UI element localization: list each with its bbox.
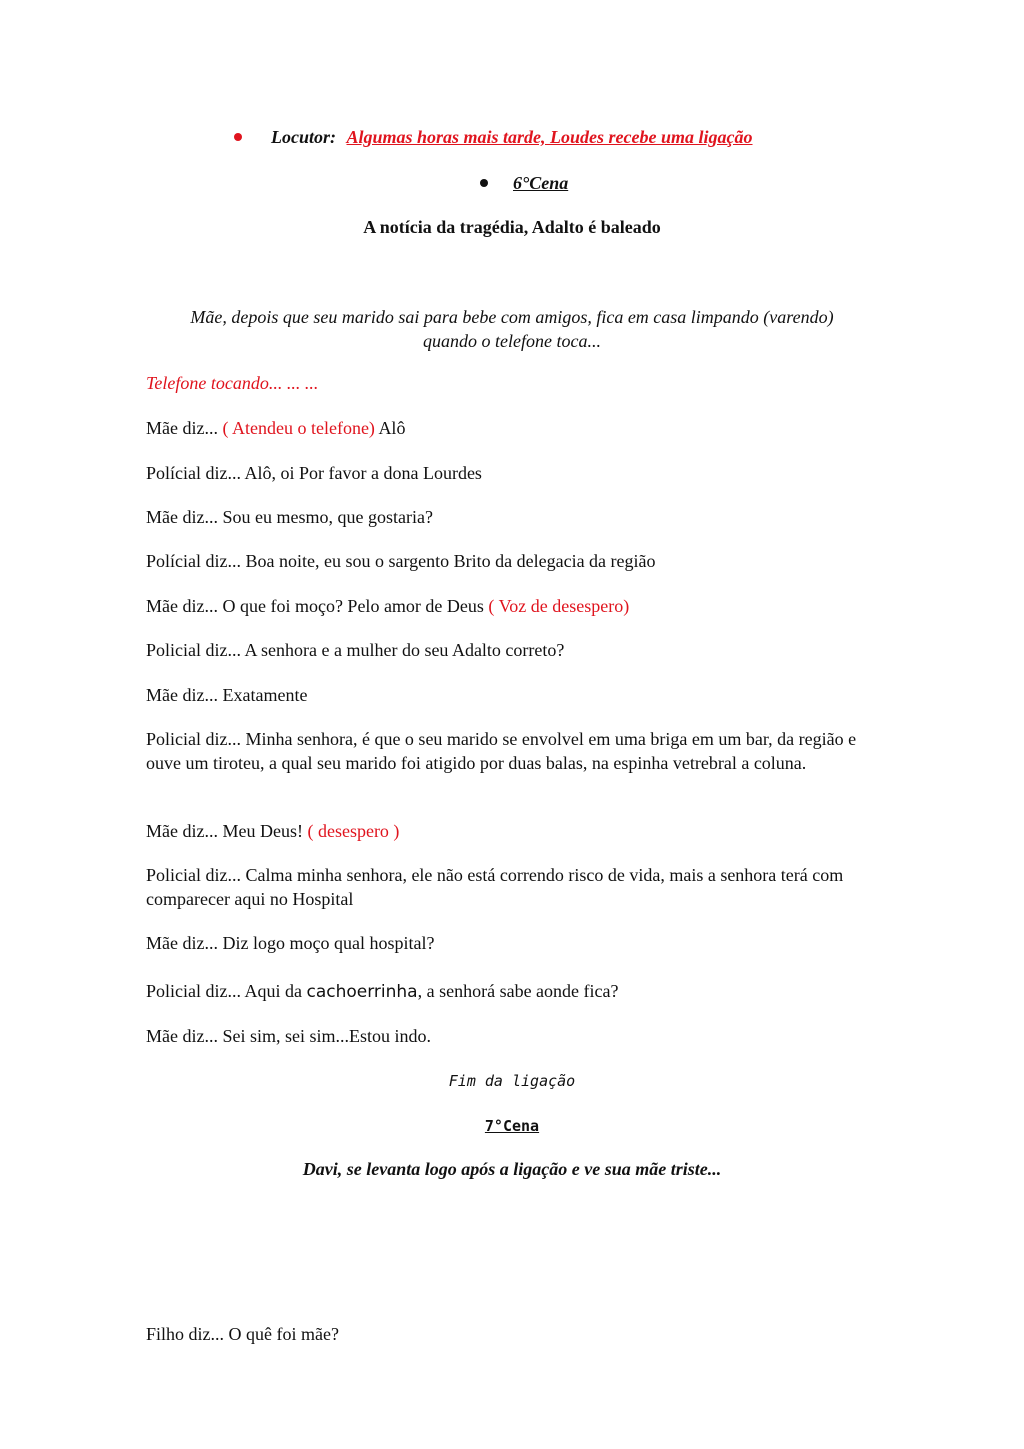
- scene6-subtitle: A notícia da tragédia, Adalto é baleado: [363, 217, 661, 237]
- phone-ringing: Telefone tocando... ... ...: [146, 373, 319, 393]
- dialogue-line-13: Mãe diz... Sei sim, sei sim...Estou indo.: [146, 1026, 431, 1046]
- bullet-icon: [480, 179, 488, 187]
- scene7-title: 7°Cena: [484, 1117, 540, 1135]
- son-line: Filho diz... O quê foi mãe?: [146, 1324, 339, 1344]
- dialogue-line-9: [146, 819, 399, 843]
- action-note: ( desespero ): [307, 821, 400, 841]
- speech: Alô: [378, 418, 406, 438]
- dialogue-line-1: [146, 416, 405, 440]
- dialogue-line-12: [146, 979, 619, 1004]
- stage-direction: Mãe, depois que seu marido sai para bebe com amigos, fica em casa limpando (varendo) quando o telefone toca...: [190, 307, 834, 351]
- speech: Mãe diz... Meu Deus!: [146, 821, 303, 841]
- bullet-icon: [234, 133, 242, 141]
- action-note: ( Atendeu o telefone): [222, 418, 375, 438]
- dialogue-line-6: Policial diz... A senhora e a mulher do seu Adalto correto?: [146, 640, 565, 660]
- narrator-label: Locutor:: [271, 127, 336, 147]
- speech-rest: , a senhorá sabe aonde fica?: [417, 981, 619, 1001]
- place-name: cachoerrinha: [306, 982, 418, 1002]
- speech: Mãe diz... O que foi moço? Pelo amor de Deus: [146, 596, 484, 616]
- dialogue-line-2: Polícial diz... Alô, oi Por favor a dona Lourdes: [146, 463, 482, 483]
- dialogue-line-5: [146, 594, 629, 618]
- speech: Policial diz... Aqui da: [146, 981, 302, 1001]
- speaker: Mãe diz...: [146, 418, 218, 438]
- scene6-title-line: [480, 171, 568, 195]
- dialogue-line-8: Policial diz... Minha senhora, é que o seu marido se envolvel em uma briga em um bar, da região e ouve um tiroteu, a qual seu marido foi atigido por duas balas, na espinha vetrebral a coluna.: [146, 729, 857, 773]
- action-note: ( Voz de desespero): [488, 596, 630, 616]
- scene7-subtitle: Davi, se levanta logo após a ligação e ve sua mãe triste...: [302, 1159, 722, 1179]
- narrator-line: [234, 125, 753, 149]
- dialogue-line-4: Polícial diz... Boa noite, eu sou o sargento Brito da delegacia da região: [146, 551, 656, 571]
- dialogue-line-7: Mãe diz... Exatamente: [146, 685, 308, 705]
- narrator-text: Algumas horas mais tarde, Loudes recebe uma ligação: [346, 127, 753, 147]
- dialogue-line-3: Mãe diz... Sou eu mesmo, que gostaria?: [146, 507, 433, 527]
- dialogue-line-11: Mãe diz... Diz logo moço qual hospital?: [146, 933, 435, 953]
- scene6-title: 6°Cena: [513, 173, 569, 193]
- dialogue-line-10: Policial diz... Calma minha senhora, ele não está correndo risco de vida, mais a senhora terá com comparecer aqui no Hospital: [146, 865, 844, 909]
- end-call: Fim da ligação: [448, 1072, 576, 1090]
